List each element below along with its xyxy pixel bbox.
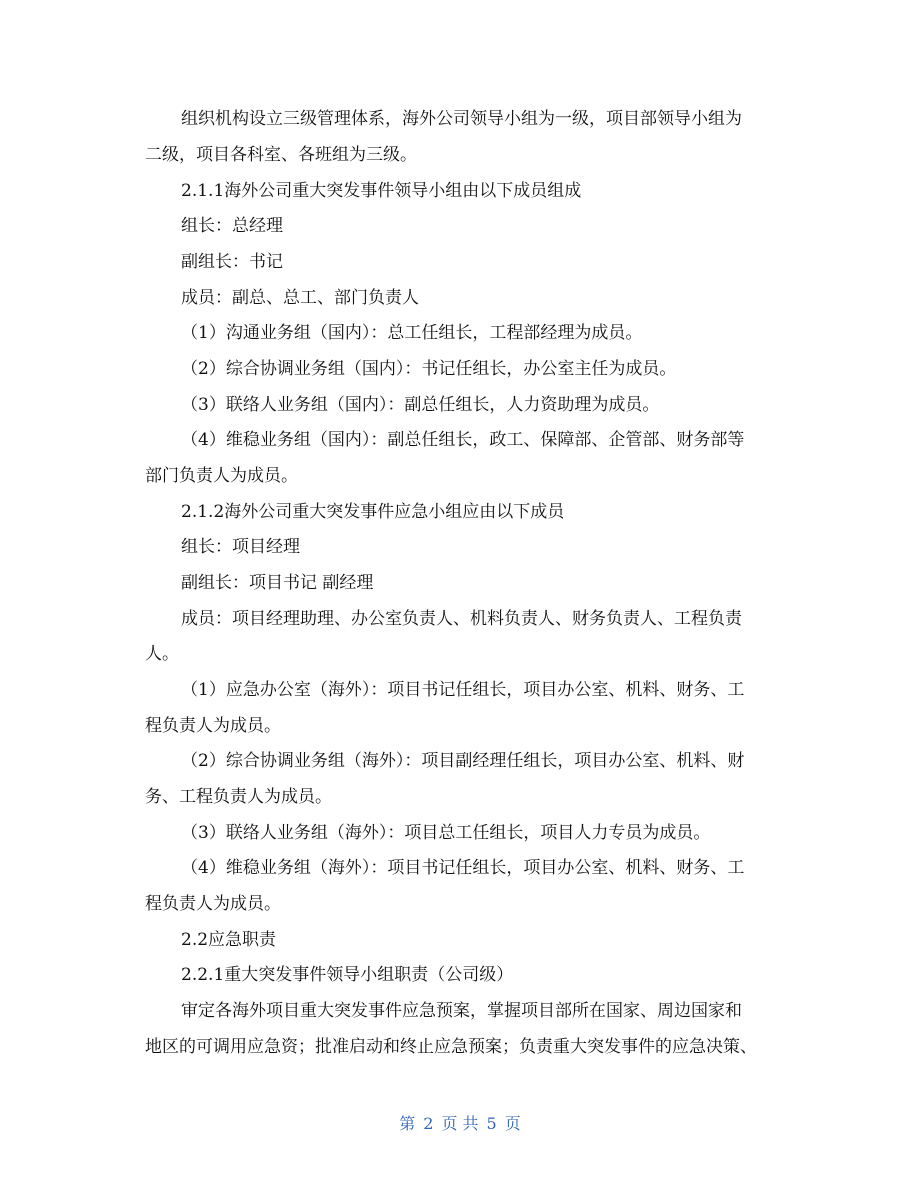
paragraph-line-indented: 2.1.2海外公司重大突发事件应急小组应由以下成员 <box>181 502 565 522</box>
paragraph-line-indented: 2.2.1重大突发事件领导小组职责（公司级） <box>181 965 514 985</box>
paragraph-line-indented: 组长：项目经理 <box>181 537 300 557</box>
paragraph-line-indented: 审定各海外项目重大突发事件应急预案，掌握项目部所在国家、周边国家和 <box>181 1001 742 1021</box>
paragraph-line-indented: 组长：总经理 <box>181 216 283 236</box>
paragraph-line-indented: （1）应急办公室（海外）：项目书记任组长，项目办公室、机料、财务、工 <box>181 680 745 700</box>
paragraph-line-indented: 副组长：项目书记 副经理 <box>181 573 374 593</box>
paragraph-line: 地区的可调用应急资；批准启动和终止应急预案；负责重大突发事件的应急决策、 <box>145 1037 757 1057</box>
paragraph-line-indented: （1）沟通业务组（国内）：总工任组长，工程部经理为成员。 <box>181 323 643 343</box>
footer-suffix: 页 <box>504 1114 521 1133</box>
footer-prefix: 第 <box>399 1114 416 1133</box>
footer-middle: 页 共 <box>441 1114 479 1133</box>
paragraph-line: 务、工程负责人为成员。 <box>145 787 332 807</box>
paragraph-line: 程负责人为成员。 <box>145 716 281 736</box>
paragraph-line-indented: 2.1.1海外公司重大突发事件领导小组由以下成员组成 <box>181 181 582 201</box>
page-footer <box>0 1112 920 1136</box>
paragraph-line-indented: （2）综合协调业务组（国内）：书记任组长，办公室主任为成员。 <box>181 359 677 379</box>
paragraph-line: 人。 <box>145 644 179 664</box>
paragraph-line-indented: 副组长：书记 <box>181 252 283 272</box>
paragraph-line-indented: （2）综合协调业务组（海外）：项目副经理任组长，项目办公室、机料、财 <box>181 751 745 771</box>
paragraph-line: 程负责人为成员。 <box>145 894 281 914</box>
paragraph-line-indented: （3）联络人业务组（国内）：副总任组长，人力资助理为成员。 <box>181 395 660 415</box>
paragraph-line-indented: （3）联络人业务组（海外）：项目总工任组长，项目人力专员为成员。 <box>181 823 711 843</box>
paragraph-line-indented: 组织机构设立三级管理体系，海外公司领导小组为一级，项目部领导小组为 <box>181 109 742 129</box>
paragraph-line-indented: 成员：项目经理助理、办公室负责人、机料负责人、财务负责人、工程负责 <box>181 609 742 629</box>
paragraph-line: 二级，项目各科室、各班组为三级。 <box>145 145 417 165</box>
footer-total-pages: 5 <box>486 1114 497 1133</box>
paragraph-line-indented: （4）维稳业务组（国内）：副总任组长，政工、保障部、企管部、财务部等 <box>181 430 745 450</box>
footer-page-number: 2 <box>423 1114 434 1133</box>
paragraph-line-indented: （4）维稳业务组（海外）：项目书记任组长，项目办公室、机料、财务、工 <box>181 858 745 878</box>
paragraph-line: 部门负责人为成员。 <box>145 466 298 486</box>
paragraph-line-indented: 成员：副总、总工、部门负责人 <box>181 288 419 308</box>
paragraph-line-indented: 2.2应急职责 <box>181 930 277 950</box>
